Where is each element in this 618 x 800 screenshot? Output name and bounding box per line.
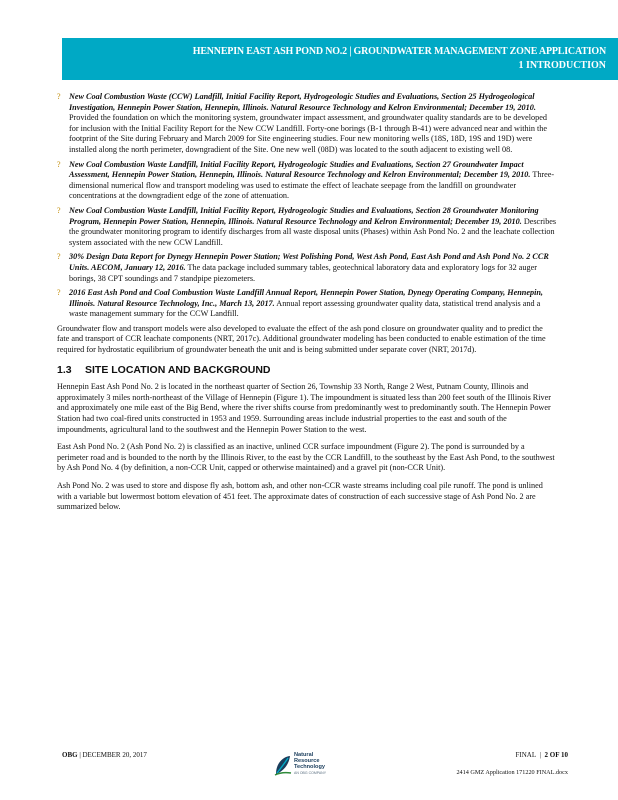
- section-heading: [57, 365, 557, 376]
- bullet-arrow-icon: ?: [57, 92, 61, 101]
- reference-title: New Coal Combustion Waste (CCW) Landfill, Initial Facility Report, Hydrogeologic Studies and Evaluations, Section 25 Hydrogeological Investigation, Hennepin Power Station, Hennepin, Illinois. Natural Resource Technology and Kelron Environmental; December 19, 2010.: [69, 92, 536, 112]
- reference-title: 30% Design Data Report for Dynegy Hennepin Power Station; West Polishing Pond, West Ash Pond, East Ash Pond and Ash Pond No. 2 CCR Units. AECOM, January 12, 2016.: [69, 252, 549, 272]
- reference-text: Three-dimensional numerical flow and transport modeling was used to estimate the effect of leachate seepage from the landfill on groundwater concentrations at the downgradient edge of the zone of attenuation.: [69, 170, 555, 201]
- bullet-arrow-icon: ?: [57, 205, 61, 215]
- body-paragraph: Hennepin East Ash Pond No. 2 is located in the northeast quarter of Section 26, Township 33 North, Range 2 West, Putnam County, Illinois and approximately 3 miles north-northeast of the Village of Hennepin (Figure 1). The impoundment is situated less than 200 feet south of the Illinois River and approximately one mile east of the Big Bend, where the river shifts course from predominantly west to predominantly south. The Hennepin Power Station had two coal-fired units constructed in 1953 and 1959. Surrounding areas include industrial properties to the east and south of the impoundments, agricultural land to the southwest and the Hennepin Power Station to the west.: [57, 382, 551, 434]
- reference-title: New Coal Combustion Waste Landfill, Initial Facility Report, Hydrogeologic Studies and Evaluations, Section 27 Groundwater Impact Assessment, Hennepin Power Station, Hennepin, Illinois. Natural Resource Technology and Kelron Environmental; December 19, 2010.: [69, 159, 531, 180]
- footer-date: DECEMBER 20, 2017: [82, 751, 147, 759]
- header-bar: [62, 38, 618, 80]
- logo-line: Resource: [294, 758, 320, 764]
- list-item: [57, 288, 557, 320]
- reference-text: Provided the foundation on which the monitoring system, groundwater impact assessment, and groundwater quality standards are to be developed for inclusion with the Initial Facility Report for the New CCW Landfill. Forty-one borings (B-1 through B-41) were advanced near and within the footprint of the Site during February and March 2009 for Site engineering studies. Four new monitoring wells (18S, 18D, 19S and 19D) were installed along the north perimeter, downgradient of the Site. One new well (08D) was located to the south adjacent to existing well 08.: [69, 113, 548, 154]
- section-number: 1.3: [57, 363, 72, 376]
- document-body: [57, 92, 557, 520]
- bullet-arrow-icon: ?: [57, 252, 61, 262]
- logo-wordmark: [294, 752, 326, 776]
- logo-subline: AN OBG COMPANY: [294, 771, 327, 775]
- section-title: SITE LOCATION AND BACKGROUND: [85, 363, 271, 376]
- models-paragraph: Groundwater flow and transport models were also developed to evaluate the effect of the ash pond closure on groundwater quality and to predict the fate and transport of CCR leachate components (NRT, 2017c). Additional groundwater modeling has been conducted to enable estimation of the time required for hydrostatic equilibrium of groundwater beneath the unit and is being submitted under separate cover (NRT, 2017d).: [57, 323, 546, 355]
- footer-filename: 2414 GMZ Application 171220 FINAL.docx: [456, 769, 568, 776]
- footer-left: OBG | DECEMBER 20, 2017: [62, 751, 147, 759]
- logo-line: Technology: [294, 764, 325, 770]
- reference-text: Describes the groundwater monitoring program to identify discharges from all waste disposal units (Phases) within Ash Pond No. 2 and the leachate collection system associated with the new CCW Landfill.: [69, 216, 557, 247]
- body-paragraph: East Ash Pond No. 2 (Ash Pond No. 2) is classified as an inactive, unlined CCR surface impoundment (Figure 2). The pond is surrounded by a perimeter road and is bounded to the north by the Illinois River, to the east by the CCR Landfill, to the southeast by the East Ash Pond, to the southwest by Ash Pond No. 4 (by definition, a non-CCR Unit, capped or otherwise maintained) and a gravel pit (non-CCR Unit).: [57, 442, 555, 473]
- logo-line: Natural: [294, 752, 314, 758]
- footer-company: OBG: [62, 751, 78, 759]
- list-item: [57, 206, 557, 248]
- reference-text: Annual report assessing groundwater quality data, statistical trend analysis and a waste management summary for the CCW Landfill.: [69, 298, 541, 319]
- list-item: [57, 252, 557, 284]
- reference-title: 2016 East Ash Pond and Coal Combustion Waste Landfill Annual Report, Hennepin Power Station, Dynegy Operating Company, Hennepin, Illinois. Natural Resource Technology, Inc., March 13, 2017.: [69, 288, 543, 308]
- list-item: [57, 160, 557, 202]
- reference-title: New Coal Combustion Waste Landfill, Initial Facility Report, Hydrogeologic Studies and Evaluations, Section 28 Groundwater Monitoring Program, Hennepin Power Station, Hennepin, Illinois. Natural Resource Technology and Kelron Environmental; December 19, 2010.: [69, 205, 539, 226]
- footer-status: FINAL: [515, 751, 537, 759]
- reference-list: [57, 92, 557, 320]
- header-chapter: 1 INTRODUCTION: [518, 60, 606, 71]
- reference-text: The data package included summary tables, geotechnical laboratory data and exploratory logs for 32 auger borings, 38 CPT soundings and 7 standpipe piezometers.: [69, 262, 537, 283]
- bullet-arrow-icon: ?: [57, 159, 61, 169]
- body-paragraph: Ash Pond No. 2 was used to store and dispose fly ash, bottom ash, and other non-CCR waste streams including coal pile runoff. The pond is unlined with a variable but lowermost bottom elevation of 451 feet. The approximate dates of construction of each successive stage of Ash Pond No. 2 are summarized below.: [57, 481, 543, 512]
- footer-page: 2 OF 10: [544, 751, 568, 759]
- list-item: [57, 92, 557, 156]
- company-logo: [274, 752, 334, 782]
- bullet-arrow-icon: ?: [57, 288, 61, 298]
- leaf-logo-icon: [274, 754, 292, 776]
- header-title: HENNEPIN EAST ASH POND NO.2 | GROUNDWATER MANAGEMENT ZONE APPLICATION: [192, 46, 606, 57]
- footer-right: FINAL | 2 OF 10: [515, 751, 568, 759]
